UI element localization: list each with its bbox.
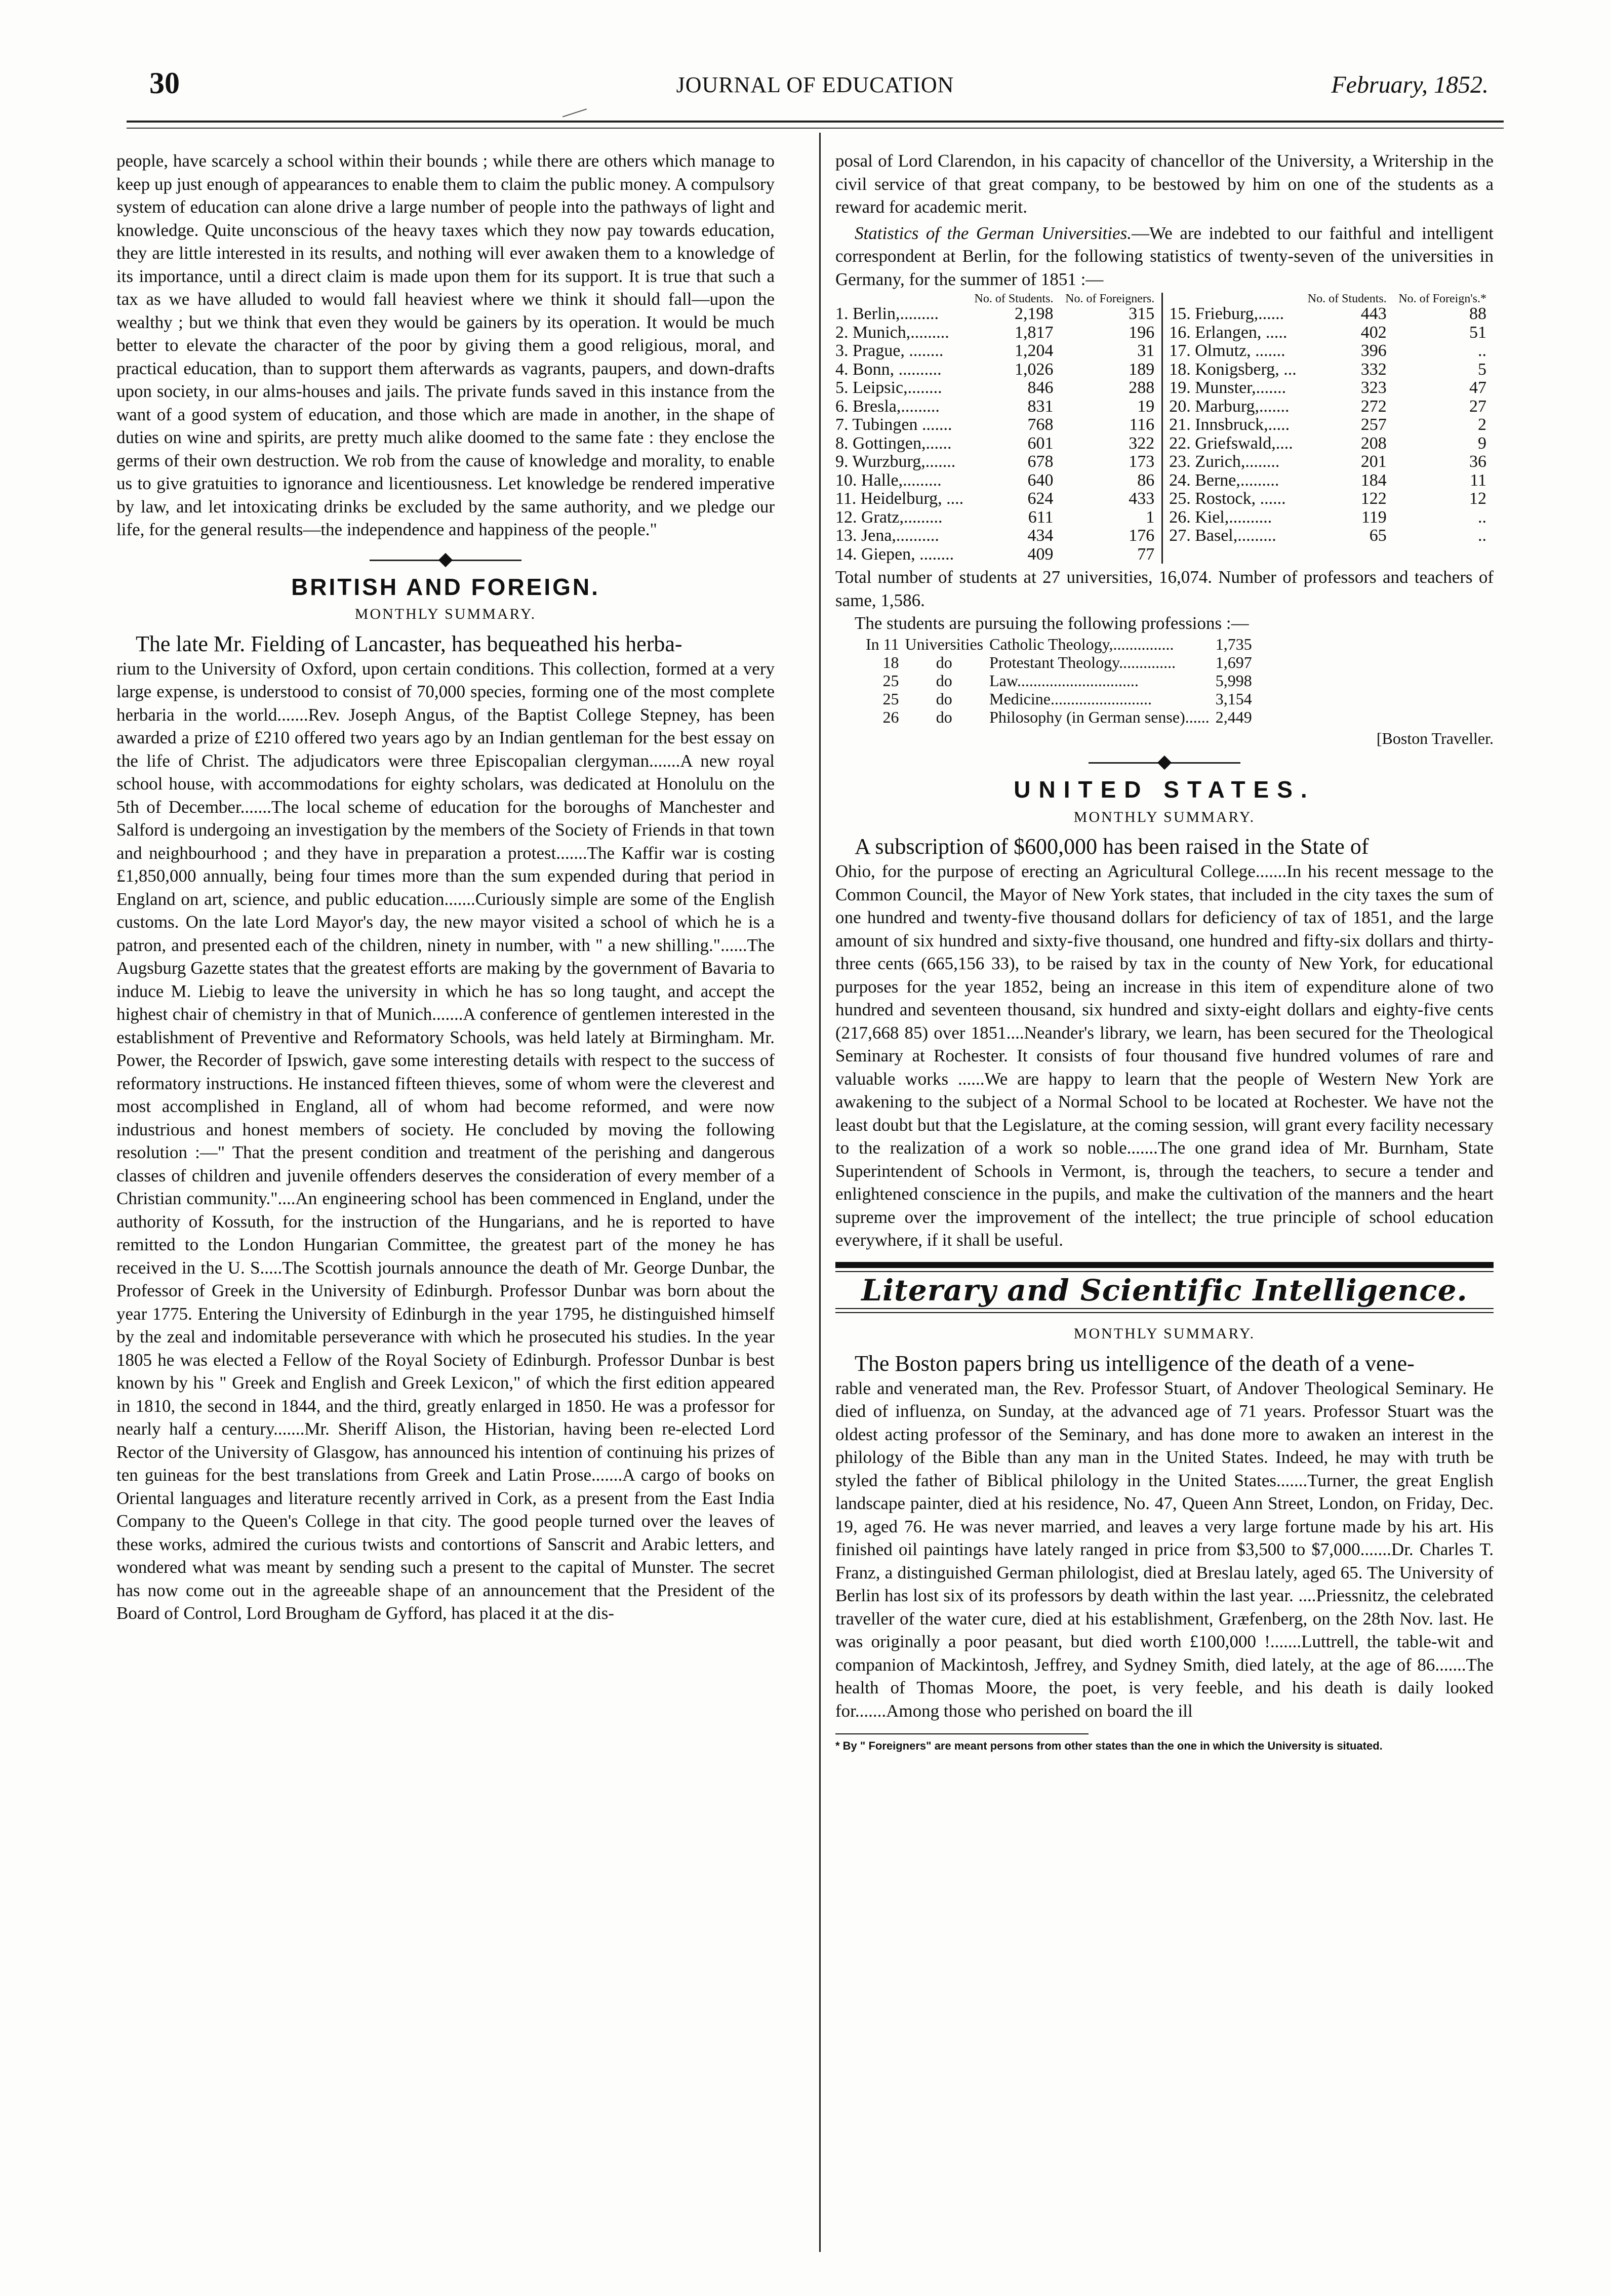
footnote-rule [835, 1733, 1089, 1734]
table-row: 12. Gratz,......... 611 1 26. Kiel,.......... 119 .. [835, 507, 1486, 527]
left-column [116, 149, 775, 1625]
table-row: 2. Munich,......... 1,817 196 16. Erlangen, ..... 402 51 [835, 323, 1486, 342]
literary-body: rable and venerated man, the Rev. Professor Stuart, of Andover Theological Seminary. He died of influenza, on Sunday, at the advanced age of 71 years. Professor Stuart was the oldest acting professor of the Seminary, and has done more to awaken an interest in the philology of the Bible than any man in the United States. Indeed, he may with truth be styled the father of Biblical philology in the United States.......Turner, the great English landscape painter, died at his residence, No. 47, Queen Ann Street, London, on Friday, Dec. 19, aged 76. He was never married, and leaves a very large fortune made by his art. His finished oil paintings have lately ranged in price from $3,500 to $7,000.......Dr. Charles T. Franz, a distinguished German philologist, died at Breslau lately, aged 65. The University of Berlin has lost six of its professors by death within the last year. ....Priessnitz, the celebrated traveller of the water cure, died at his establishment, Græfenberg, on the 28th Nov. last. He was originally a poor peasant, but died worth £100,000 !.......Luttrell, the table-wit and companion of Mackintosh, Jeffrey, and Sydney Smith, died lately, at the age of 86.......The health of Thomas Moore, the poet, is very feeble, and his death is daily looked for.......Among those who perished on board the ill [835, 1378, 1494, 1721]
source-attribution: [Boston Traveller. [1376, 729, 1494, 747]
table-row: 8. Gottingen,...... 601 322 22. Griefswald,.... 208 9 [835, 433, 1486, 453]
british-foreign-body: rium to the University of Oxford, upon certain conditions. This collection, formed at a very large expense, is understood to consist of 70,000 species, forming one of the most complete herbaria in the world.......Rev. Joseph Angus, of the Baptist College Stepney, has been awarded a prize of £210 offered two years ago by an Indian gentleman for the best essay on the life of Christ. The adjudicators were three Episcopalian clergyman.......A new royal school house, with accommodations for eighty scholars, was dedicated at Honolulu on the 5th of December.......The local scheme of education for the boroughs of Manchester and Salford is undergoing an investigation by the members of the Society of Friends in that town and neighbourhood ; and they have in preparation a protest.......The Kaffir war is costing £1,850,000 annually, being four times more than the sum expended during that period in England on art, science, and public education.......Curiously simple are some of the English customs. On the late Lord Mayor's day, the new mayor visited a school of which he is a patron, and presented each of the children, ninety in number, with " a new shilling."......The Augsburg Gazette states that the greatest efforts are making by the government of Bavaria to induce M. Liebig to leave the university in which he has so long taught, and accept the highest chair of chemistry in that of Munich.......A conference of gentlemen interested in the establishment of Preventive and Reformatory Schools, was held lately at Birmingham. Mr. Power, the Recorder of Ipswich, gave some interesting details with respect to the success of reformatory instructions. He instanced fifteen thieves, some of whom were the cleverest and most accomplished in England, all of whom had become reformed, and were now industrious and honest members of society. He concluded by moving the following resolution :—" That the present condition and treatment of the perishing and dangerous classes of children and juvenile offenders deserves the consideration of every member of a Christian community."....An engineering school has been commenced in England, under the authority of Kossuth, for the instruction of the Hungarians, and he is reported to have remitted to the London Hungarian Committee, the greatest part of the money he has received in the U. S.....The Scottish journals announce the death of Mr. George Dunbar, the Professor of Greek in the University of Edinburgh. Professor Dunbar was born about the year 1775. Entering the University of Edinburgh in the year 1795, he distinguished himself by the zeal and indomitable perseverance with which he prosecuted his studies. In the year 1805 he was elected a Fellow of the Royal Society of Edinburgh. Professor Dunbar is best known by his " Greek and English and Greek Lexicon," of which the first edition appeared in 1810, the second in 1844, and the third, greatly enlarged in 1850. He was a professor for nearly half a century.......Mr. Sheriff Alison, the Historian, having been re-elected Lord Rector of the University of Glasgow, has announced his intention of continuing his prizes of ten guineas for the best translations from Greek and Latin Prose.......A cargo of books on Oriental languages and literature recently arrived in Cork, as a present from the East India Company to the Queen's College in that city. The good people turned over the leaves of these works, admired the curious twists and contortions of Sanscrit and Arabic letters, and wondered what was meant by sending such a present to the capital of Munster. The secret has now come out in the agreeable shape of an announcement that the President of the Board of Control, Lord Brougham de Gyfford, has placed it at the dis- [116, 658, 775, 1623]
literary-subtitle: MONTHLY SUMMARY. [1073, 1325, 1256, 1342]
united-states-title: UNITED STATES. [1014, 776, 1315, 803]
statistics-intro: —We are indebted to our faithful and intelligent correspondent at Berlin, for the following statistics of twenty-seven of the universities in Germany, for the summer of 1851 :— [835, 223, 1494, 289]
header-left-students: No. of Students. [974, 292, 1054, 305]
table-row: 11. Heidelburg, .... 624 433 25. Rostock, ...... 122 12 [835, 489, 1486, 508]
table-row: 10. Halle,......... 640 86 24. Berne,......... 184 11 [835, 470, 1486, 490]
table-header-row [835, 293, 1494, 305]
list-item: 26 do Philosophy (in German sense)...... 2,449 [882, 707, 1252, 726]
table-row: 13. Jena,.......... 434 176 27. Basel,......... 65 .. [835, 526, 1486, 545]
header-right-students: No. of Students. [1307, 292, 1387, 305]
diamond-ornament-icon [438, 552, 453, 567]
united-states-body: Ohio, for the purpose of erecting an Agricultural College.......In his recent message to the Common Council, the Mayor of New York states, that included in the city taxes the sum of one hundred and twenty-five thousand dollars for deficiency of tax of 1851, and the large amount of six hundred and sixty-five thousand, one hundred and fifty-six dollars and thirty-three cents (665,156 33), to be raised by tax in the county of New York, for educational purposes for the year 1852, being an increase in this item of expenditure alone of two hundred and seventeen thousand, six hundred and sixty-eight dollars and eighty-five cents (217,668 85) over 1851....Neander's library, we learn, has been secured for the Theological Seminary at Rochester. It consists of four thousand five hundred volumes of rare and valuable works ......We are happy to learn that the people of Western New York are awakening to the subject of a Normal School to be located at Rochester. We have not the least doubt but that the Legislature, at the coming session, will grant every facility necessary to the realization of a work so noble.......The one grand idea of Mr. Burnham, State Superintendent of Schools in Vermont, is, through the teachers, to secure a tender and enlightened conscience in the pupils, and make the cultivation of the manners and the heart supreme over the improvement of the intellect; the true principle of school education everywhere, if it shall be useful. [835, 861, 1494, 1250]
table-row: 4. Bonn, .......... 1,026 189 18. Konigsberg, ... 332 5 [835, 360, 1486, 379]
professions-table [866, 635, 1258, 726]
literary-title: Literary and Scientific Intelligence. [861, 1273, 1468, 1308]
british-foreign-lead: The late Mr. Fielding of Lancaster, has bequeathed his herba- [136, 631, 682, 656]
statistics-paragraph [835, 222, 1494, 291]
british-foreign-subtitle: MONTHLY SUMMARY. [354, 606, 537, 622]
footnote: * By " Foreigners" are meant persons from other states than the one in which the University is situated. [835, 1739, 1383, 1752]
table-row: 5. Leipsic,........ 846 288 19. Munster,....... 323 47 [835, 378, 1486, 397]
list-item: In 11 Universities Catholic Theology,............... 1,735 [866, 635, 1252, 653]
ornamental-rule [835, 1308, 1494, 1313]
table-row: 14. Giepen, ........ 409 77 [835, 545, 1494, 564]
table-row: 7. Tubingen ....... 768 116 21. Innsbruck,..... 257 2 [835, 415, 1486, 434]
page-header [127, 61, 1504, 106]
total-line: Total number of students at 27 universities, 16,074. Number of professors and teachers of same, 1,586. [835, 567, 1494, 610]
issue-date: February, 1852. [1331, 71, 1488, 98]
header-rule-thin [127, 128, 1504, 129]
continuation-paragraph: posal of Lord Clarendon, in his capacity of chancellor of the University, a Writership in the civil service of that great company, to be bestowed by him on one of the students as a reward for academic merit. [835, 151, 1494, 217]
section-separator [370, 555, 521, 566]
table-row: 1. Berlin,......... 2,198 315 15. Frieburg,...... 443 88 [835, 304, 1486, 323]
page-number: 30 [149, 66, 180, 100]
diamond-ornament-icon [1157, 756, 1172, 770]
thin-rule [835, 1271, 1494, 1272]
literary-lead: The Boston papers bring us intelligence of the death of a vene- [855, 1351, 1415, 1376]
intro-paragraph: people, have scarcely a school within their bounds ; while there are others which manage to keep up just enough of appearances to enable them to claim the public money. A compulsory system of education can alone drive a large number of people into the pathways of light and knowledge. Quite unconscious of the heavy taxes which they now pay towards education, they are little interested in its results, and nothing will ever awaken them to a knowledge of its importance, until a direct claim is made upon them for its support. It is true that such a tax as we have alluded to would fall heaviest where we think it should fall—upon the wealthy ; but we think that even they would be gainers by its operation. It would be much better to elevate the character of the poor by giving them a good religious, moral, and practical education, than to support them afterwards as vagrants, paupers, and down-drafts upon society, in our alms-houses and jails. The private funds saved in this instance from the want of a good system of education, and those which are made in another, in the shape of duties on wine and spirits, are pretty much alike doomed to the same fate : they enclose the germs of their own destruction. We rob from the cause of knowledge and morality, to enable us to give gratuities to ignorance and licentiousness. Let knowledge be rendered imperative by law, and let intoxicating drinks be excluded by the same authority, and we pledge our life, for the general results—the independence and happiness of the people." [116, 151, 775, 539]
list-item: 18 do Protestant Theology.............. 1,697 [882, 653, 1252, 671]
column-divider [819, 133, 821, 2252]
table-row: 9. Wurzburg,....... 678 173 23. Zurich,........ 201 36 [835, 452, 1486, 471]
journal-title: JOURNAL OF EDUCATION [676, 72, 954, 97]
professions-intro: The students are pursuing the following professions :— [855, 613, 1249, 633]
header-rule [127, 121, 1504, 123]
united-states-subtitle: MONTHLY SUMMARY. [1073, 808, 1256, 825]
right-column [835, 149, 1494, 1753]
ink-mark [562, 108, 587, 117]
thick-rule [835, 1262, 1494, 1268]
universities-table [835, 293, 1494, 564]
table-row: 6. Bresla,......... 831 19 20. Marburg,....... 272 27 [835, 397, 1486, 416]
british-foreign-title: BRITISH AND FOREIGN. [291, 573, 600, 600]
header-left-foreigners: No. of Foreigners. [1065, 292, 1155, 305]
table-row: 3. Prague, ........ 1,204 31 17. Olmutz, ....... 396 .. [835, 341, 1486, 360]
section-separator [1089, 757, 1240, 768]
united-states-lead: A subscription of $600,000 has been raised in the State of [855, 834, 1369, 859]
list-item: 25 do Medicine......................... 3,154 [882, 689, 1252, 708]
header-right-foreigners: No. of Foreign's.* [1398, 292, 1486, 305]
statistics-heading: Statistics of the German Universities. [855, 223, 1132, 243]
list-item: 25 do Law.............................. 5,998 [882, 671, 1252, 690]
